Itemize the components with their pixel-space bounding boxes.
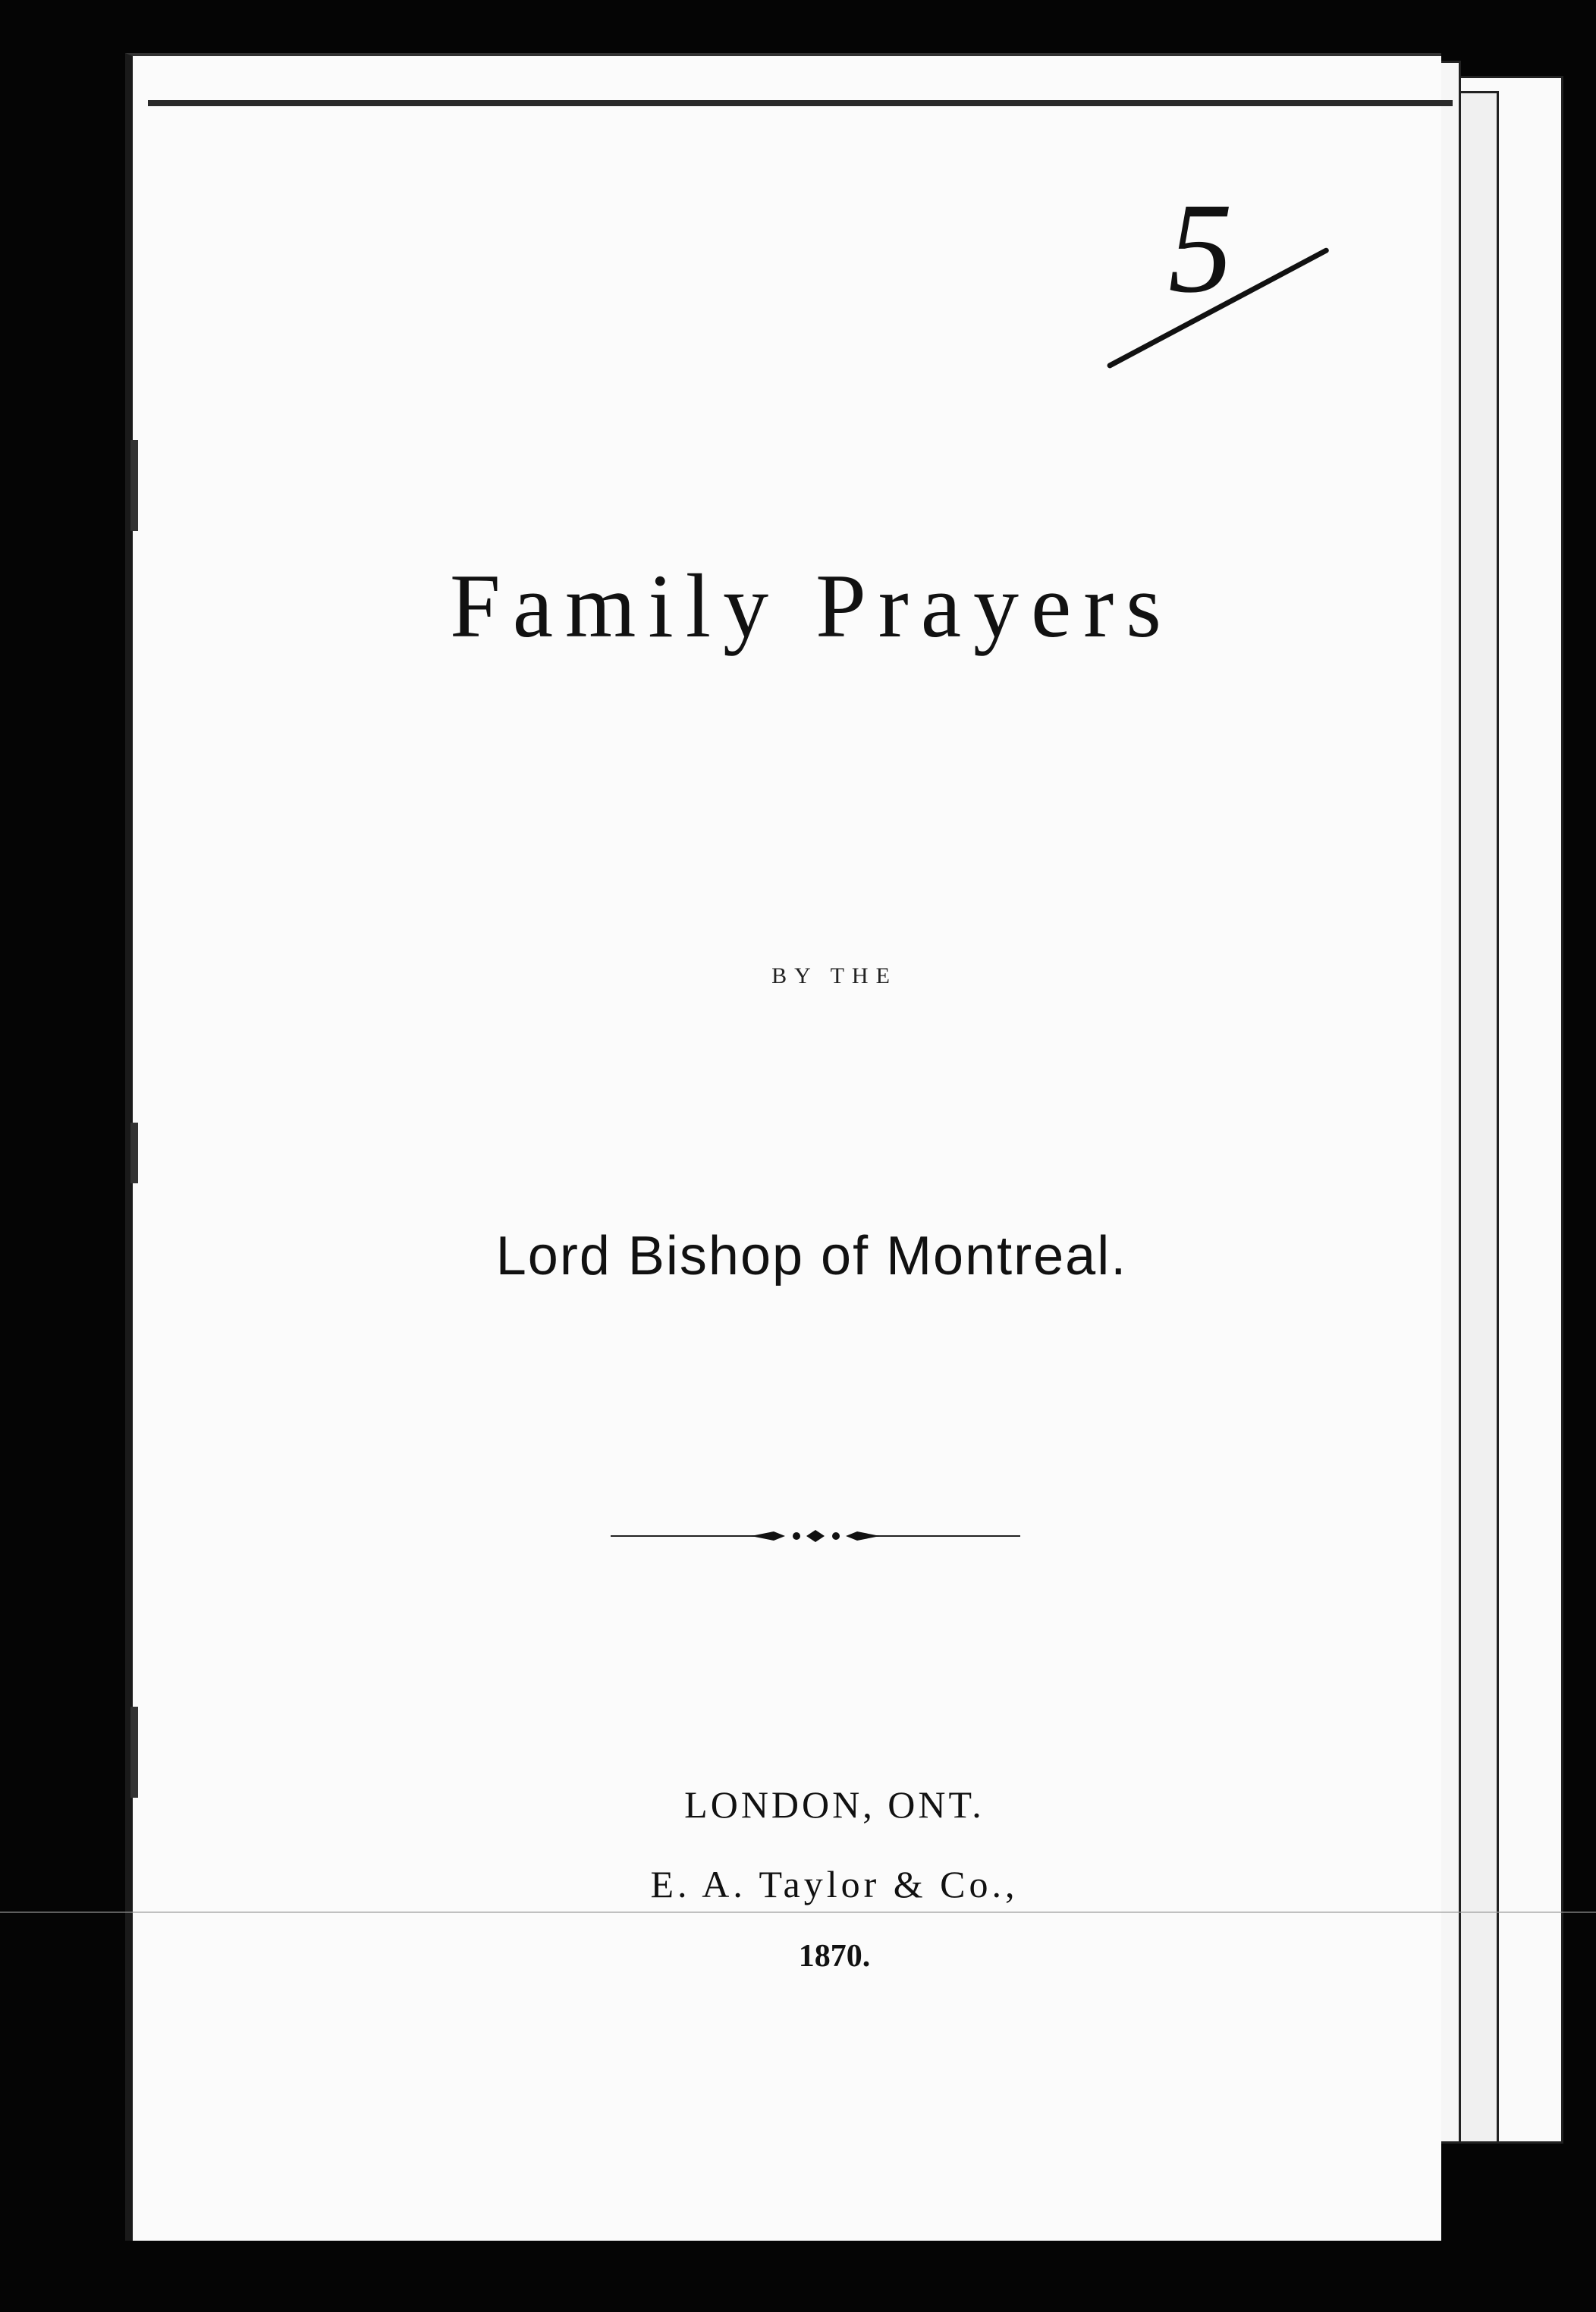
scan-artifact-line bbox=[0, 1911, 1596, 1913]
binding-mark bbox=[130, 1707, 138, 1798]
top-edge-rule bbox=[148, 100, 1453, 106]
imprint-place: LONDON, ONT. bbox=[684, 1783, 985, 1826]
binding-mark bbox=[130, 1123, 138, 1183]
binding-mark bbox=[130, 440, 138, 531]
handwritten-folio-number: 5 bbox=[1168, 177, 1233, 319]
author-line: Lord Bishop of Montreal. bbox=[495, 1226, 1128, 1286]
imprint-year: 1870. bbox=[798, 1939, 871, 1974]
imprint-publisher: E. A. Taylor & Co., bbox=[650, 1863, 1019, 1905]
ornamental-rule bbox=[611, 1521, 1020, 1551]
book-title: Family Prayers bbox=[450, 555, 1173, 656]
by-line: BY THE bbox=[771, 963, 897, 988]
